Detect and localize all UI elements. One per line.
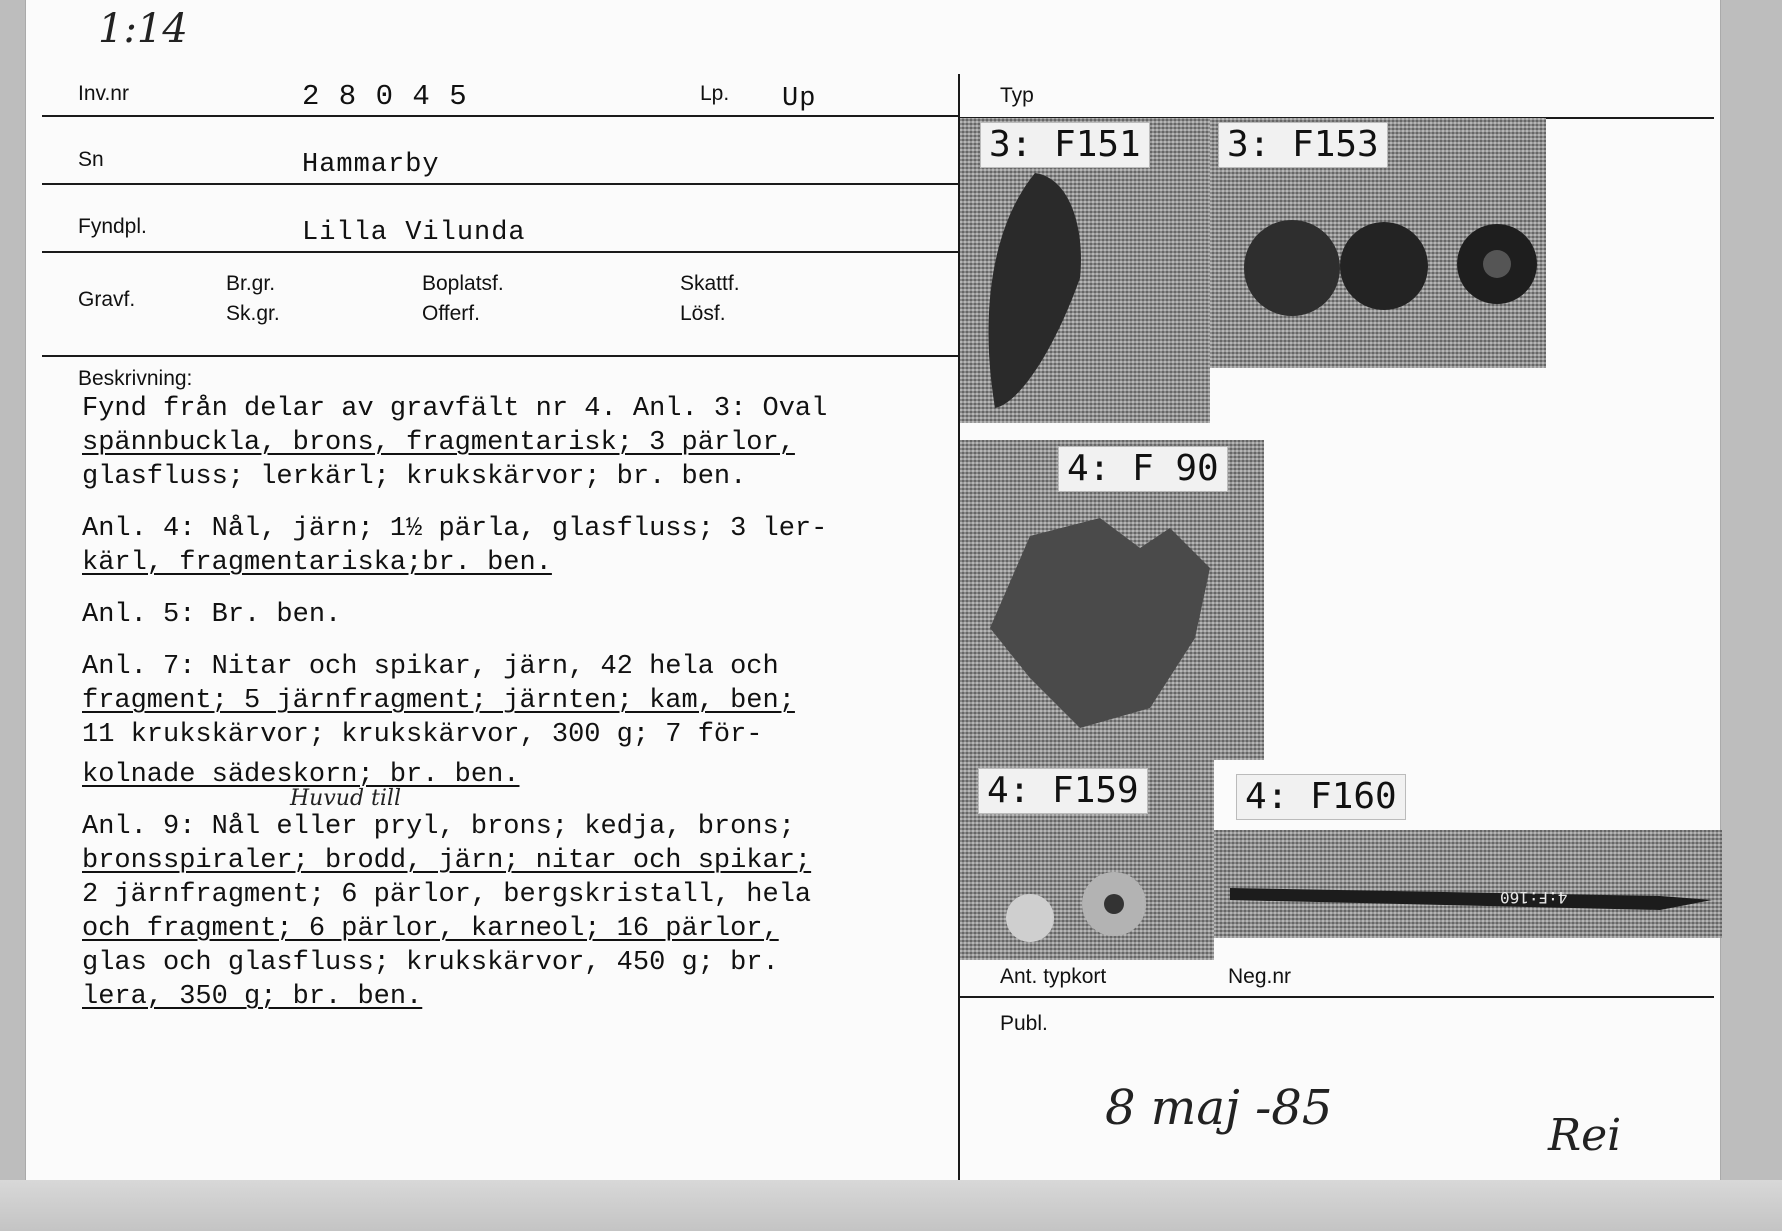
lp-label: Lp. [700,82,730,105]
typ-label: Typ [1000,84,1034,107]
description-line: spännbuckla, brons, fragmentarisk; 3 pärlor, [82,428,795,458]
description-line: 2 järnfragment; 6 pärlor, bergskristall, hela [82,880,812,910]
sn-label: Sn [78,148,104,171]
description-line: bronsspiraler; brodd, järn; nitar och spikar; [82,846,812,876]
description-line: kärl, fragmentariska;br. ben. [82,548,552,578]
photo-tag: 4: F160 [1236,774,1406,820]
pin-shape [1230,888,1712,910]
photo-tag: 3: F151 [980,122,1150,168]
losf-label: Lösf. [680,302,726,325]
description-line: Fynd från delar av gravfält nr 4. Anl. 3: Oval [82,394,828,424]
brgr-label: Br.gr. [226,272,276,295]
skgr-label: Sk.gr. [226,302,280,325]
invnr-label: Inv.nr [78,82,129,105]
sherd-shape [990,518,1210,728]
offerf-label: Offerf. [422,302,480,325]
fyndpl-label: Fyndpl. [78,215,147,238]
boplatsf-label: Boplatsf. [422,272,504,295]
rule-typkort [958,996,1714,998]
bead-2 [1340,222,1428,310]
scan-background [0,1180,1782,1231]
signature-initials: Rei [1548,1110,1622,1161]
publ-label: Publ. [1000,1012,1048,1035]
corner-note: 1:14 [98,6,188,52]
description-line: Anl. 4: Nål, järn; 1½ pärla, glasfluss; 3 ler- [82,514,828,544]
beskrivning-label: Beskrivning: [78,367,193,390]
fyndpl-value: Lilla Vilunda [302,218,526,248]
small-bead-2-hole [1104,894,1124,914]
description-line: fragment; 5 järnfragment; järnten; kam, ben; [82,686,795,716]
description-line: glas och glasfluss; krukskärvor, 450 g; br. [82,948,779,978]
description-line: lera, 350 g; br. ben. [82,982,423,1012]
description-line: glasfluss; lerkärl; krukskärvor; br. ben. [82,462,747,492]
rule-gravf [42,355,958,357]
invnr-value: 2 8 0 4 5 [302,80,468,113]
description-line: Anl. 5: Br. ben. [82,600,342,630]
description-line: Anl. 9: Nål eller pryl, brons; kedja, brons; [82,812,795,842]
rule-fyndpl [42,251,958,253]
gravf-label: Gravf. [78,288,136,311]
rule-invnr [42,115,958,117]
description-line: och fragment; 6 pärlor, karneol; 16 pärlor, [82,914,779,944]
negnr-label: Neg.nr [1228,965,1292,988]
ant-typkort-label: Ant. typkort [1000,965,1107,988]
photo-tag: 4: F 90 [1058,446,1228,492]
handwritten-insert: Huvud till [290,786,401,811]
description-line: 11 krukskärvor; krukskärvor, 300 g; 7 för- [82,720,763,750]
bead-1 [1244,220,1340,316]
brooch-shape [988,173,1080,408]
bead-3-hole [1483,250,1511,278]
lp-value: Up [782,84,817,114]
photo-tag: 4: F159 [978,768,1148,814]
signature-date: 8 maj -85 [1105,1080,1333,1136]
description-line: Anl. 7: Nitar och spikar, järn, 42 hela och [82,652,779,682]
photo-tag: 3: F153 [1218,122,1388,168]
small-bead-1 [1006,894,1054,942]
rule-sn [42,183,958,185]
sn-value: Hammarby [302,150,440,180]
pin-label: 4:F:160 [1500,888,1568,907]
description-line: kolnade sädeskorn; br. ben. [82,760,520,790]
skattf-label: Skattf. [680,272,740,295]
artefact-drawings [960,118,1722,960]
